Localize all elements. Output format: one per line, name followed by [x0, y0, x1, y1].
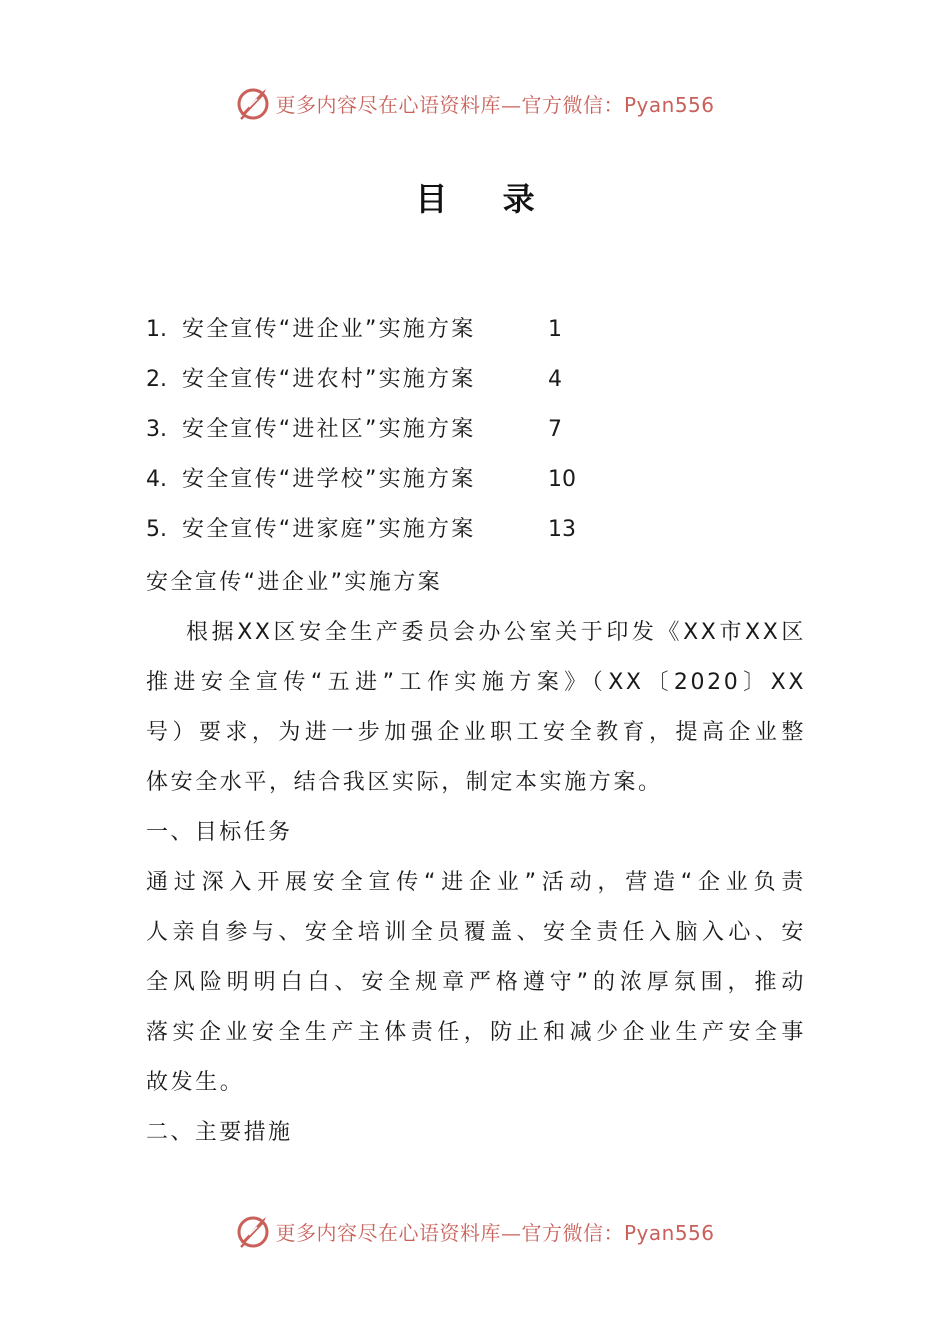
- toc-page-number: 10: [548, 467, 576, 492]
- goals-paragraph: [146, 858, 806, 1108]
- document-body: [146, 558, 806, 1158]
- toc-number: 5.: [146, 517, 167, 542]
- paragraph-line: 号）要求，为进一步加强企业职工安全教育，提高企业整: [146, 720, 806, 745]
- toc-item[interactable]: [146, 408, 576, 458]
- paragraph-line: 人亲自参与、安全培训全员覆盖、安全责任入脑入心、安: [146, 920, 806, 945]
- watermark-wechat: Pyan556: [623, 92, 715, 117]
- page-title: 目 录: [415, 180, 557, 218]
- watermark-text: 更多内容尽在心语资料库—官方微信：Pyan556: [275, 92, 715, 117]
- toc-page-number: 13: [548, 517, 576, 542]
- toc-page-number: 7: [548, 417, 562, 442]
- toc-label: 安全宣传“进学校”实施方案: [182, 467, 476, 492]
- toc-number: 1.: [146, 317, 167, 342]
- toc-item[interactable]: [146, 358, 576, 408]
- watermark-footer: [0, 1211, 950, 1251]
- section-title: 安全宣传“进企业”实施方案: [146, 570, 442, 595]
- toc-number: 2.: [146, 367, 167, 392]
- paragraph-line: 推进安全宣传“五进”工作实施方案》（XX〔2020〕XX: [146, 670, 806, 695]
- paragraph-line: 通过深入开展安全宣传“进企业”活动，营造“企业负责: [146, 870, 806, 895]
- toc-item[interactable]: [146, 508, 576, 558]
- quill-logo-icon: [235, 85, 271, 121]
- watermark-text: 更多内容尽在心语资料库—官方微信：Pyan556: [275, 1220, 715, 1245]
- toc-label: 安全宣传“进社区”实施方案: [182, 417, 476, 442]
- quill-logo-icon: [235, 1213, 271, 1249]
- toc-label: 安全宣传“进家庭”实施方案: [182, 517, 476, 542]
- toc-label: 安全宣传“进农村”实施方案: [182, 367, 476, 392]
- toc-label: 安全宣传“进企业”实施方案: [182, 317, 476, 342]
- toc-number: 3.: [146, 417, 167, 442]
- table-of-contents: [146, 308, 576, 558]
- toc-item[interactable]: [146, 458, 576, 508]
- paragraph-line: 落实企业安全生产主体责任，防止和减少企业生产安全事: [146, 1020, 806, 1045]
- toc-item[interactable]: [146, 308, 576, 358]
- watermark-wechat: Pyan556: [623, 1220, 715, 1245]
- intro-paragraph: [146, 608, 806, 808]
- paragraph-line: 故发生。: [146, 1070, 245, 1095]
- heading-goals: 一、目标任务: [146, 820, 293, 845]
- paragraph-line: 根据XX区安全生产委员会办公室关于印发《XX市XX区: [186, 620, 806, 645]
- toc-page-number: 4: [548, 367, 562, 392]
- paragraph-line: 全风险明明白白、安全规章严格遵守”的浓厚氛围，推动: [146, 970, 806, 995]
- toc-number: 4.: [146, 467, 167, 492]
- toc-page-number: 1: [548, 317, 562, 342]
- heading-measures: 二、主要措施: [146, 1120, 293, 1145]
- paragraph-line: 体安全水平，结合我区实际，制定本实施方案。: [146, 770, 663, 795]
- watermark-header: [0, 83, 950, 123]
